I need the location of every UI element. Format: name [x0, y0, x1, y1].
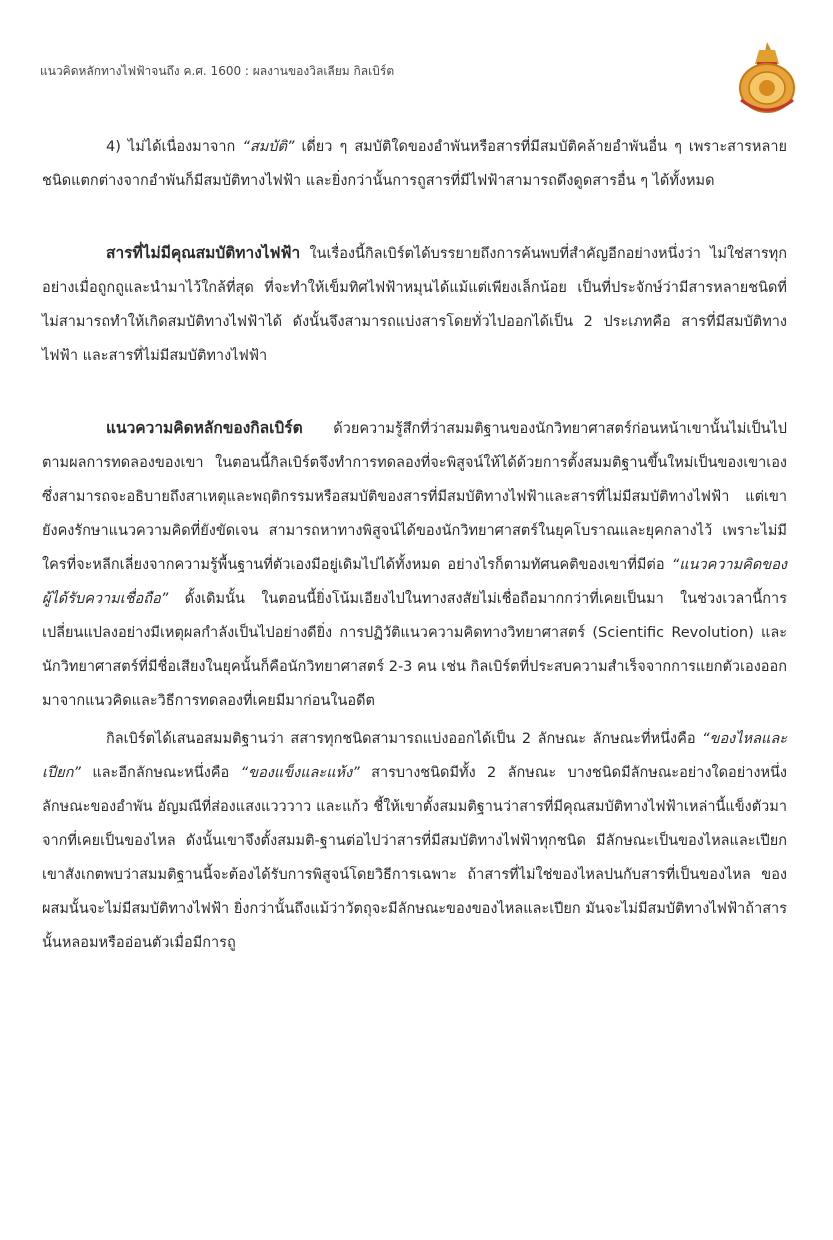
royal-seal-emblem-icon [735, 40, 799, 116]
quote: “ของแข็งและแห้ง” [240, 765, 360, 781]
quote: “แนวความคิดของผู้ได้รับความเชื่อถือ” [42, 557, 787, 607]
paragraph-3: แนวความคิดหลักของกิลเบิร์ต ด้วยความรู้สึกที่ว่าสมมติฐานของนักวิทยาศาสตร์ก่อนหน้าเขานั้นไม่เป็นไปตามผลการทดลองของเขา ในตอนนี้กิลเบิร์ตจึงทำการทดลองที่จะพิสูจน์ให้ได้ด้วยการตั้งสมมติฐานขึ้นใหม่เป็นของเขาเอง ซึ่งสามารถจะอธิบายถึงสาเหตุและพฤติกรรมหรือสมบัติของสารที่มีสมบัติทางไฟฟ้าและสารที่ไม่มีสมบัติทางไฟฟ้า แต่เขายังคงรักษาแนวความคิดที่ยังขัดเจน สามารถหาทางพิสูจน์ได้ของนักวิทยาศาสตร์ในยุคโบราณและยุคกลางไว้ เพราะไม่มีใครที่จะหลีกเลี่ยงจากความรู้พื้นฐานที่ตัวเองมีอยู่เดิมไปได้ทั้งหมด อย่างไรก็ตามทัศนคติของเขาที่มีต่อ “แนวความคิดของผู้ได้รับความเชื่อถือ” ดั้งเดิมนั้น ในตอนนี้ยิ่งโน้มเอียงไปในทางสงสัยไม่เชื่อถือมากกว่าที่เคยเป็นมา ในช่วงเวลานี้การเปลี่ยนแปลงอย่างมีเหตุผลกำลังเป็นไปอย่างดียิ่ง การปฏิวัติแนวความคิดทางวิทยาศาสตร์ (Scientific Revolution) และนักวิทยาศาสตร์ที่มีชื่อเสียงในยุคนั้นก็คือนักวิทยาศาสตร์ 2-3 คน เช่น กิลเบิร์ตที่ประสบความสำเร็จจากการแยกตัวเองออกมาจากแนวคิดและวิธีการทดลองที่เคยมีมาก่อนในอดีต [42, 419, 787, 709]
paragraph-2: สารที่ไม่มีคุณสมบัติทางไฟฟ้า ในเรื่องนี้กิลเบิร์ตได้บรรยายถึงการค้นพบที่สำคัญอีกอย่างหนึ่งว่า ไม่ใช่สารทุกอย่างเมื่อถูกถูและนำมาไว้ใกล้ที่สุด ที่จะทำให้เข็มทิศไฟฟ้าหมุนได้แม้แต่เพียงเล็กน้อย เป็นที่ประจักษ์ว่ามีสารหลายชนิดที่ไม่สามารถทำให้เกิดสมบัติทางไฟฟ้าได้ ดังนั้นจึงสามารถแบ่งสารโดยทั่วไปออกได้เป็น 2 ประเภทคือ สารที่มีสมบัติทางไฟฟ้า และสารที่ไม่มีสมบัติทางไฟฟ้า [42, 244, 787, 364]
section-heading: สารที่ไม่มีคุณสมบัติทางไฟฟ้า [106, 244, 301, 262]
document-body [42, 130, 787, 960]
paragraph-4: กิลเบิร์ตได้เสนอสมมติฐานว่า สสารทุกชนิดสามารถแบ่งออกได้เป็น 2 ลักษณะ ลักษณะที่หนึ่งคือ “ของไหลและเปียก” และอีกลักษณะหนึ่งคือ “ของแข็งและแห้ง” สารบางชนิดมีทั้ง 2 ลักษณะ บางชนิดมีลักษณะอย่างใดอย่างหนึ่ง ลักษณะของอำพัน อัญมณีที่ส่องแสงแวววาว และแก้ว ชี้ให้เขาตั้งสมมติฐานว่าสารที่มีคุณสมบัติทางไฟฟ้าเหล่านี้แข็งตัวมาจากที่เคยเป็นของไหล ดังนั้นเขาจึงตั้งสมมติ-ฐานต่อไปว่าสารที่มีสมบัติทางไฟฟ้าทุกชนิด มีลักษณะเป็นของไหลและเปียก เขาสังเกตพบว่าสมมติฐานนี้จะต้องได้รับการพิสูจน์โดยวิธีการเฉพาะ ถ้าสารที่ไม่ใช่ของไหลปนกับสารที่เป็นของไหล ของผสมนั้นจะไม่มีสมบัติทางไฟฟ้า ยิ่งกว่านั้นถึงแม้ว่าวัตถุจะมีลักษณะของของไหลและเปียก มันจะไม่มีสมบัติทางไฟฟ้าถ้าสารนั้นหลอมหรืออ่อนตัวเมื่อมีการถู [42, 731, 787, 951]
running-header: แนวคิดหลักทางไฟฟ้าจนถึง ค.ศ. 1600 : ผลงานของวิลเลียม กิลเบิร์ต [40, 64, 395, 78]
paragraph-1: 4) ไม่ได้เนื่องมาจาก “สมบัติ” เดี่ยว ๆ สมบัติใดของอำพันหรือสารที่มีสมบัติคล้ายอำพันอื่น ๆ เพราะสารหลายชนิดแตกต่างจากอำพันก็มีสมบัติทางไฟฟ้า และยิ่งกว่านั้นการถูสารที่มีไฟฟ้าสามารถดึงดูดสารอื่น ๆ ได้ทั้งหมด [42, 139, 788, 189]
section-heading: แนวความคิดหลักของกิลเบิร์ต [106, 419, 303, 437]
quote: “สมบัติ” [242, 139, 295, 155]
quote: “ของไหลและเปียก” [42, 731, 787, 781]
